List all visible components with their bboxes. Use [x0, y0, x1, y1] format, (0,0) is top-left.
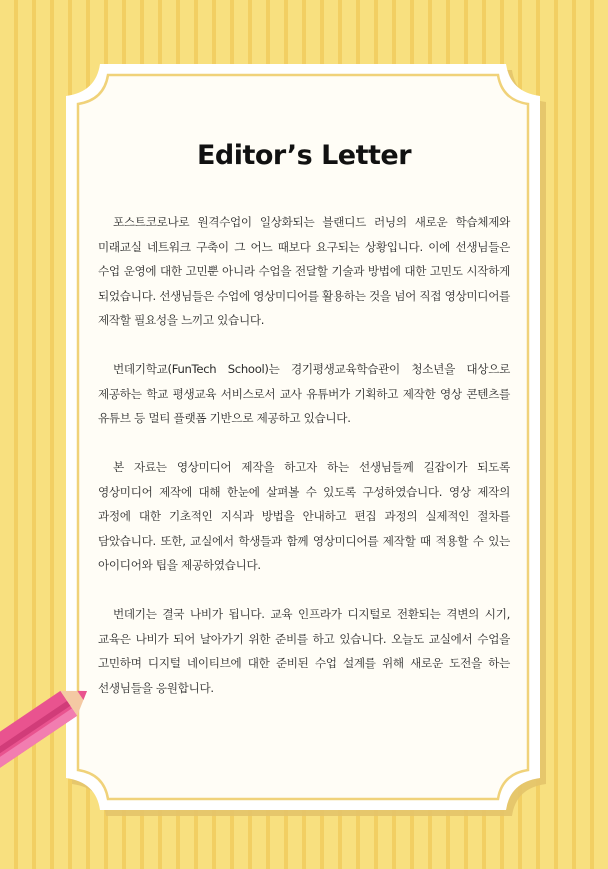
paragraph-4: 번데기는 결국 나비가 됩니다. 교육 인프라가 디지털로 전환되는 격변의 시기, 교육은 나비가 되어 날아가기 위한 준비를 하고 있습니다. 오늘도 교실에서 수업을 고민하며 디지털 네이티브에 대한 준비된 수업 설계를 위해 새로운 도전을 하는 선생님들을 응원합니다.	[98, 607, 510, 695]
paragraph-3: 본 자료는 영상미디어 제작을 하고자 하는 선생님들께 길잡이가 되도록 영상미디어 제작에 대해 한눈에 살펴볼 수 있도록 구성하였습니다. 영상 제작의 과정에 대한 기초적인 지식과 방법을 안내하고 편집 과정의 실제적인 절차를 담았습니다. 또한, 교실에서 학생들과 함께 영상미디어를 제작할 때 적용할 수 있는 아이디어와 팁을 제공하였습니다.	[98, 460, 510, 572]
letter-content	[98, 88, 510, 788]
paragraph-1: 포스트코로나로 원격수업이 일상화되는 블랜디드 러닝의 새로운 학습체제와 미래교실 네트워크 구축이 그 어느 때보다 요구되는 상황입니다. 이에 선생님들은 수업 운영에 대한 고민뿐 아니라 수업을 전달할 기술과 방법에 대한 고민도 시작하게 되었습니다. 선생님들은 수업에 영상미디어를 활용하는 것을 넘어 직접 영상미디어를 제작할 필요성을 느끼고 있습니다.	[98, 215, 510, 327]
page-title: Editor’s Letter	[196, 140, 412, 171]
letter-body	[98, 210, 510, 725]
paragraph-2: 번데기학교(FunTech School)는 경기평생교육학습관이 청소년을 대상으로 제공하는 학교 평생교육 서비스로서 교사 유튜버가 기획하고 제작한 영상 콘텐츠를 유튜브 등 멀티 플랫폼 기반으로 제공하고 있습니다.	[98, 362, 510, 425]
